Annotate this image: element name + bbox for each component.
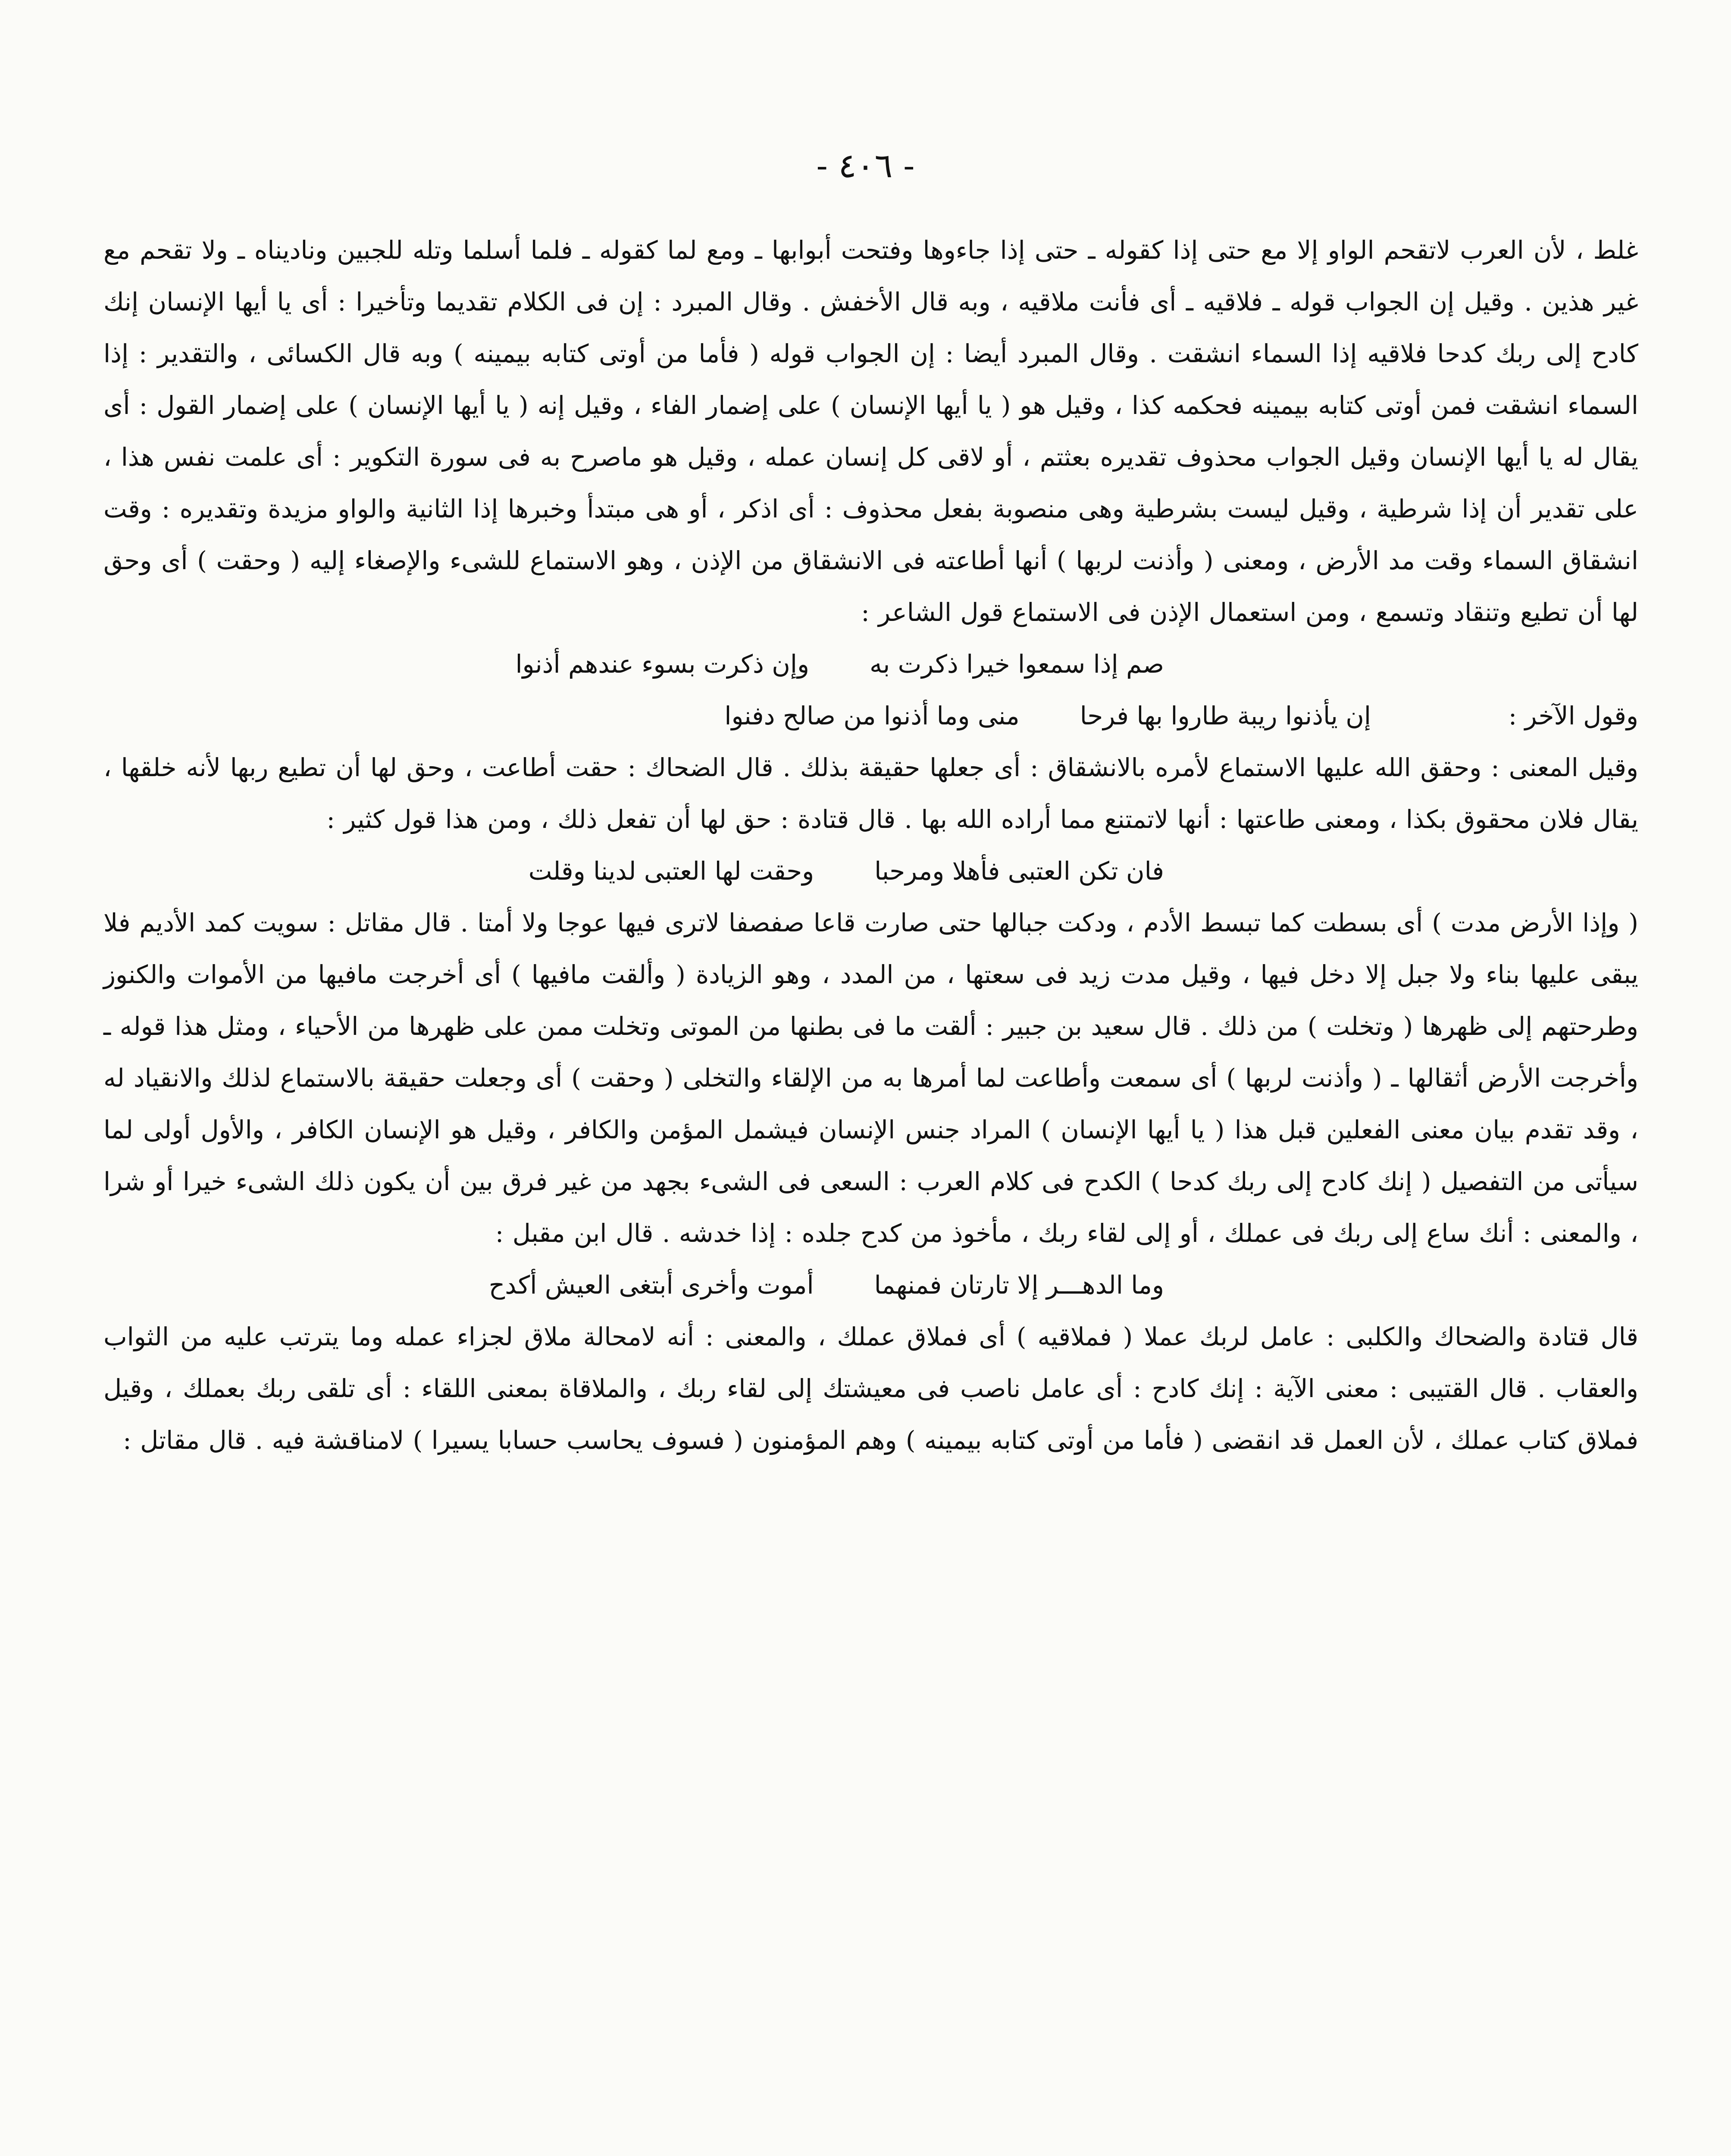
paragraph-1: غلط ، لأن العرب لاتقحم الواو إلا مع حتى إذا كقوله ـ حتى إذا جاءوها وفتحت أبوابها ـ ومع لما كقوله ـ فلما أسلما وتله للجبين وناديناه ـ ولا تقحم مع غير هذين . وقيل إن الجواب قوله ـ فلاقيه ـ أى فأنت ملاقيه ، وبه قال الأخفش . وقال المبرد : إن فى الكلام تقديما وتأخيرا : أى يا أيها الإنسان إنك كادح إلى ربك كدحا فلاقيه إذا السماء انشقت . وقال المبرد أيضا : إن الجواب قوله ( فأما من أوتى كتابه بيمينه ) وبه قال الكسائى ، والتقدير : إذا السماء انشقت فمن أوتى كتابه بيمينه فحكمه كذا ، وقيل هو ( يا أيها الإنسان ) على إضمار الفاء ، وقيل إنه ( يا أيها الإنسان ) على إضمار القول : أى يقال له يا أيها الإنسان وقيل الجواب محذوف تقديره بعثتم ، أو لاقى كل إنسان عمله ، وقيل هو ماصرح به فى سورة التكوير : أى علمت نفس هذا ، على تقدير أن إذا شرطية ، وقيل ليست بشرطية وهى منصوبة بفعل محذوف : أى اذكر ، أو هى مبتدأ وخبرها إذا الثانية والواو مزيدة وتقديره : وقت انشقاق السماء وقت مد الأرض ، ومعنى ( وأذنت لربها ) أنها أطاعته فى الانشقاق من الإذن ، وهو الاستماع للشىء والإصغاء إليه ( وحقت ) أى وحق لها أن تطيع وتنقاد وتسمع ، ومن استعمال الإذن فى الاستماع قول الشاعر :: [103, 235, 1638, 627]
page-body: [103, 224, 1638, 1466]
verse-hemistich-1: صم إذا سمعوا خيرا ذكرت به: [869, 649, 1164, 679]
paragraph-2: وقيل المعنى : وحقق الله عليها الاستماع لأمره بالانشقاق : أى جعلها حقيقة بذلك . قال الضحاك : حقت أطاعت ، وحق لها أن تطيع ربها لأنه خلقها ، يقال فلان محقوق بكذا ، ومعنى طاعتها : أنها لاتمتنع مما أراده الله بها . قال قتادة : حق لها أن تفعل ذلك ، ومن هذا قول كثير :: [103, 753, 1638, 834]
page-number: - ٤٠٦ -: [816, 147, 915, 185]
verse-lead: [1164, 845, 1638, 897]
verse-hemistich-2: منى وما أذنوا من صالح دفنوا: [724, 701, 1020, 730]
verse-1: [103, 638, 1638, 690]
verse-4: [103, 1259, 1638, 1311]
verse-2: [103, 690, 1638, 742]
verse-lead: وقول الآخر :: [1508, 701, 1638, 730]
verse-3: [103, 845, 1638, 897]
verse-lead: [1164, 1259, 1638, 1311]
verse-hemistich-1: إن يأذنوا ريبة طاروا بها فرحا: [1080, 701, 1371, 730]
verse-hemistich-1: فان تكن العتبى فأهلا ومرحبا: [874, 856, 1164, 886]
paragraph-3: ( وإذا الأرض مدت ) أى بسطت كما تبسط الأدم ، ودكت جبالها حتى صارت قاعا صفصفا لاترى فيها عوجا ولا أمتا . قال مقاتل : سويت كمد الأديم فلا يبقى عليها بناء ولا جبل إلا دخل فيها ، وقيل مدت زيد فى سعتها ، من المدد ، وهو الزيادة ( وألقت مافيها ) أى أخرجت مافيها من الأموات والكنوز وطرحتهم إلى ظهرها ( وتخلت ) من ذلك . قال سعيد بن جبير : ألقت ما فى بطنها من الموتى وتخلت ممن على ظهرها من الأحياء ، ومثل هذا قوله ـ وأخرجت الأرض أثقالها ـ ( وأذنت لربها ) أى سمعت وأطاعت لما أمرها به من الإلقاء والتخلى ( وحقت ) أى وجعلت حقيقة بالاستماع لذلك والانقياد له ، وقد تقدم بيان معنى الفعلين قبل هذا ( يا أيها الإنسان ) المراد جنس الإنسان فيشمل المؤمن والكافر ، وقيل هو الإنسان الكافر ، والأول أولى لما سيأتى من التفصيل ( إنك كادح إلى ربك كدحا ) الكدح فى كلام العرب : السعى فى الشىء بجهد من غير فرق بين أن يكون ذلك الشىء خيرا أو شرا ، والمعنى : أنك ساع إلى ربك فى عملك ، أو إلى لقاء ربك ، مأخوذ من كدح جلده : إذا خدشه . قال ابن مقبل :: [103, 908, 1638, 1248]
verse-hemistich-2: وحقت لها العتبى لدينا وقلت: [528, 856, 814, 886]
paragraph-4: قال قتادة والضحاك والكلبى : عامل لربك عملا ( فملاقيه ) أى فملاق عملك ، والمعنى : أنه لامحالة ملاق لجزاء عمله وما يترتب عليه من الثواب والعقاب . قال القتيبى : معنى الآية : إنك كادح : أى عامل ناصب فى معيشتك إلى لقاء ربك ، والملاقاة بمعنى اللقاء : أى تلقى ربك بعملك ، وقيل فملاق كتاب عملك ، لأن العمل قد انقضى ( فأما من أوتى كتابه بيمينه ) وهم المؤمنون ( فسوف يحاسب حسابا يسيرا ) لامناقشة فيه . قال مقاتل :: [103, 1322, 1638, 1455]
verse-lead: [1164, 638, 1638, 690]
verse-hemistich-2: وإن ذكرت بسوء عندهم أذنوا: [515, 649, 809, 679]
verse-hemistich-1: وما الدهـــر إلا تارتان فمنهما: [874, 1270, 1164, 1300]
verse-hemistich-2: أموت وأخرى أبتغى العيش أكدح: [488, 1270, 814, 1300]
